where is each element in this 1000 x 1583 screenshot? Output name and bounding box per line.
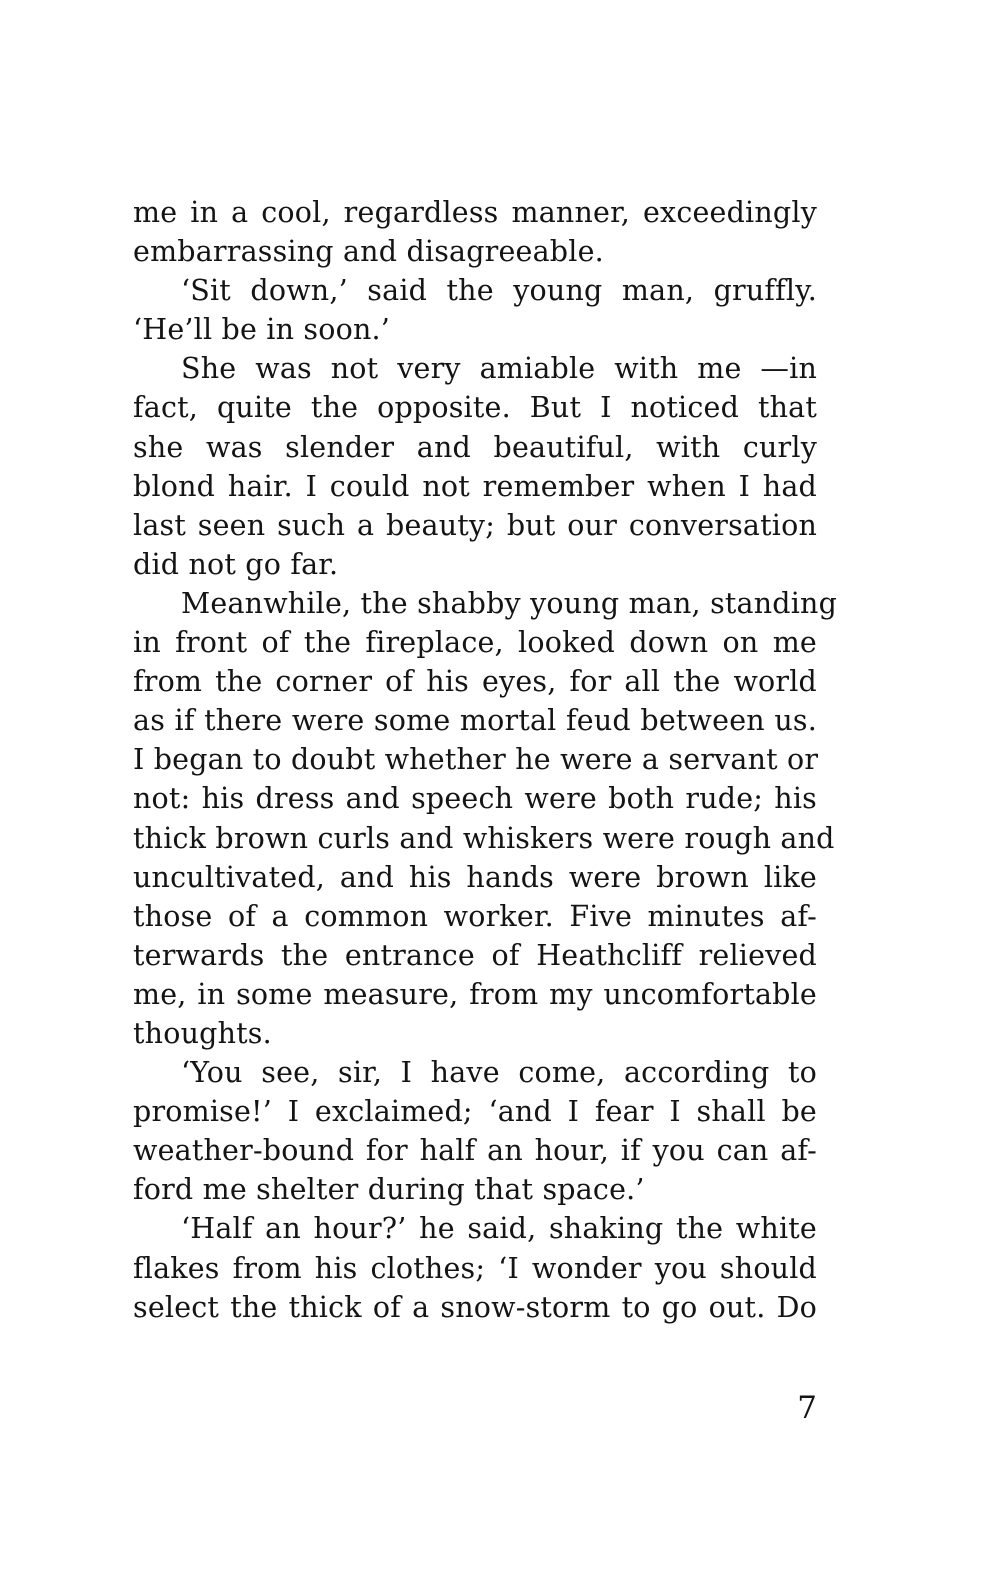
text-line: thick brown curls and whiskers were rough and — [133, 821, 835, 855]
text-line: from the corner of his eyes, for all the world — [133, 665, 817, 699]
text-line: ford me shelter during that space.’ — [133, 1173, 645, 1207]
text-line: thoughts. — [133, 1016, 272, 1050]
text-line: weather-bound for half an hour, if you can af- — [133, 1134, 817, 1168]
text-line: those of a common worker. Five minutes af- — [133, 899, 817, 933]
text-line: me in a cool, regardless manner, exceedingly — [133, 196, 817, 229]
text-line: as if there were some mortal feud between us. — [133, 704, 817, 738]
text-line: fact, quite the opposite. But I noticed that — [133, 391, 817, 425]
text-line: flakes from his clothes; ‘I wonder you should — [133, 1251, 817, 1285]
text-line: did not go far. — [133, 547, 339, 581]
body-text — [133, 193, 838, 1327]
text-line: embarrassing and disagreeable. — [133, 235, 604, 269]
text-line: she was slender and beautiful, with curly — [133, 430, 817, 464]
text-line: ‘He’ll be in soon.’ — [133, 313, 391, 347]
text-line: Meanwhile, the shabby young man, standing — [181, 586, 838, 620]
text-line: terwards the entrance of Heathcliff relieved — [133, 938, 817, 972]
text-line: ‘Half an hour?’ he said, shaking the white — [181, 1212, 817, 1246]
text-line: not: his dress and speech were both rude; his — [133, 782, 817, 816]
text-line: in front of the fireplace, looked down on me — [133, 626, 817, 660]
text-line: uncultivated, and his hands were brown like — [133, 860, 817, 894]
page-number: 7 — [797, 1390, 817, 1426]
text-line: select the thick of a snow-storm to go out. Do — [133, 1290, 817, 1324]
text-line: me, in some measure, from my uncomfortable — [133, 977, 817, 1011]
text-line: last seen such a beauty; but our conversation — [133, 508, 817, 542]
text-line: promise!’ I exclaimed; ‘and I fear I shall be — [133, 1095, 817, 1129]
text-line: ‘Sit down,’ said the young man, gruffly. — [181, 274, 817, 308]
text-line: blond hair. I could not remember when I had — [133, 469, 817, 503]
text-line: She was not very amiable with me —in — [181, 352, 817, 386]
text-line: ‘You see, sir, I have come, according to — [181, 1056, 817, 1090]
text-line: I began to doubt whether he were a servant or — [133, 743, 819, 777]
